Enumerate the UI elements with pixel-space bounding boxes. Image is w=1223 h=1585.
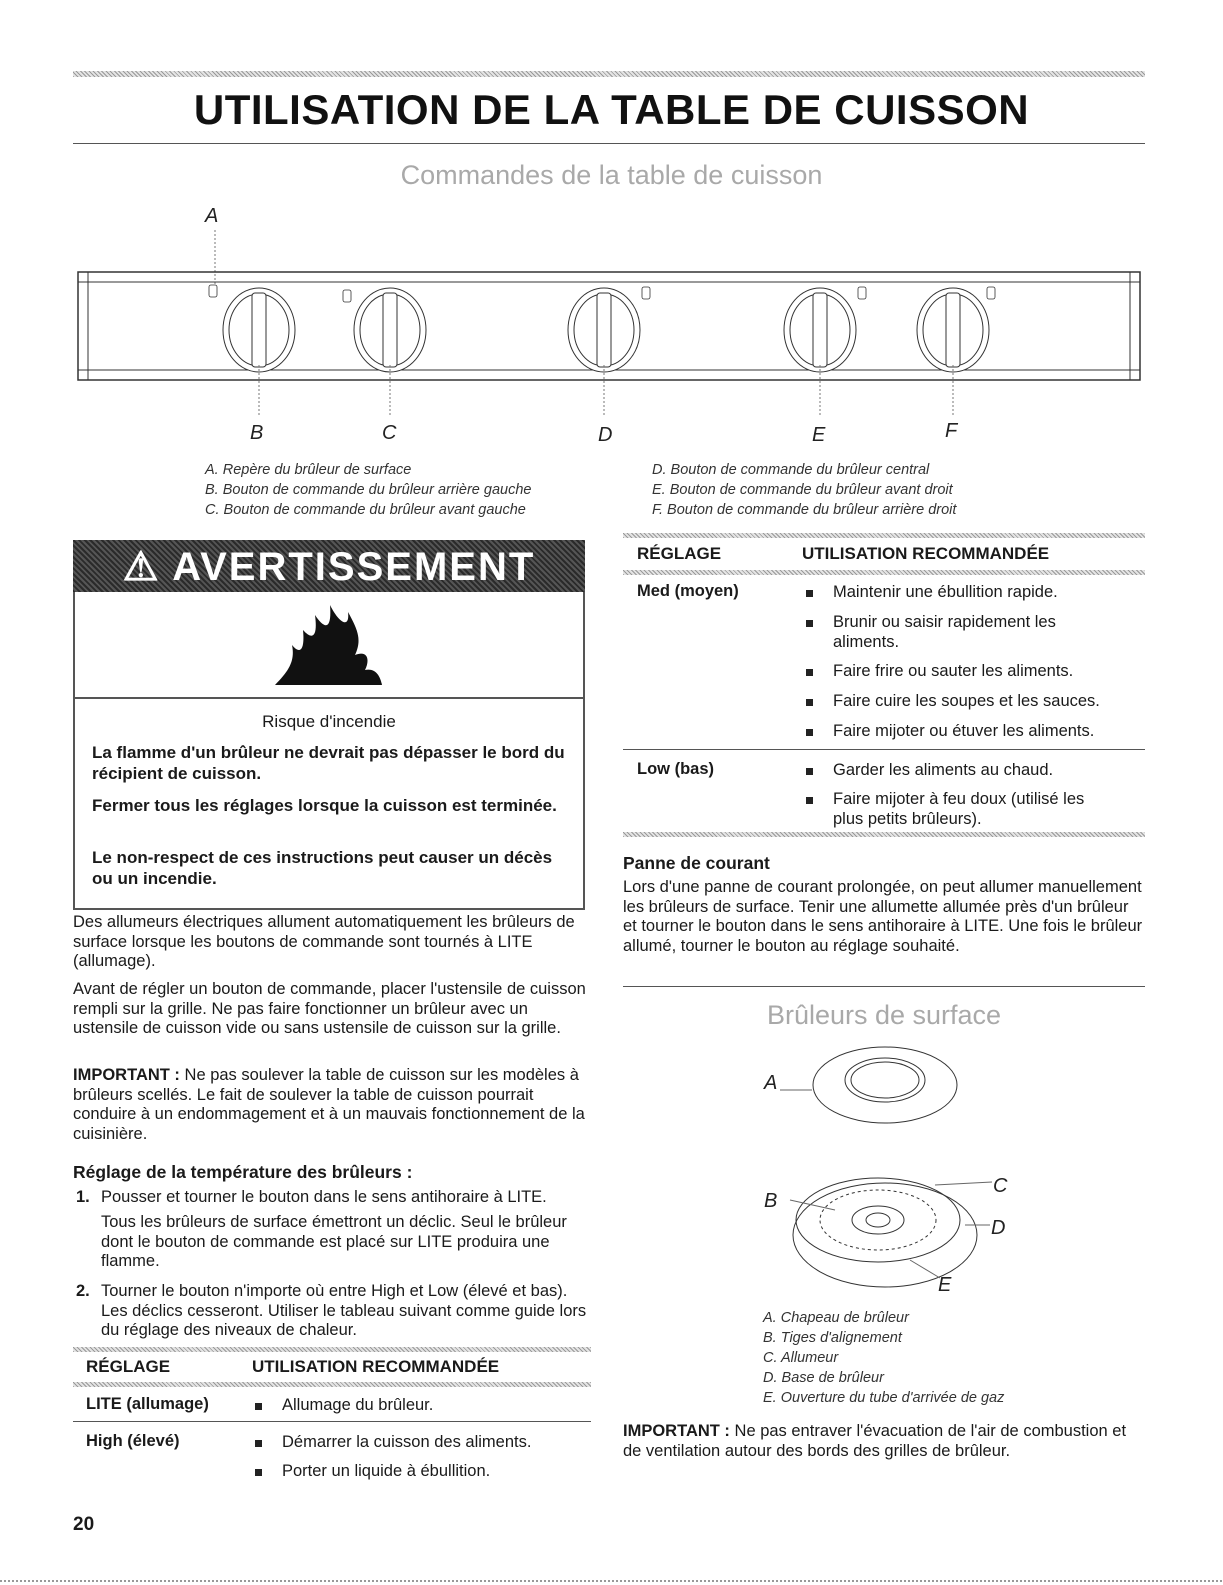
bullet [806,620,813,627]
caption-c: C. Bouton de commande du brûleur avant gauche [205,502,526,518]
warning-para-3: Le non-respect de ces instructions peut causer un décès ou un incendie. [92,848,553,888]
label-e: E [812,424,826,446]
table-left-header-rule [73,1382,591,1387]
important-paragraph [73,1066,588,1144]
burner-diagram [760,1040,1020,1300]
knob-b [209,285,295,372]
table-left-top-rule [73,1347,591,1352]
power-heading: Panne de courant [623,853,770,873]
caption-e: E. Bouton de commande du brûleur avant droit [652,482,953,498]
burner-caption-d: D. Base de brûleur [763,1370,884,1386]
table-right-col-use: UTILISATION RECOMMANDÉE [802,544,1050,563]
burners-important-paragraph [623,1422,1133,1461]
warning-para-2: Fermer tous les réglages lorsque la cuisson est terminée. [92,796,557,815]
burner-label-b: B [764,1190,778,1212]
controls-captions-right [652,460,956,520]
bullet [255,1403,262,1410]
caption-d: D. Bouton de commande du brûleur central [652,462,930,478]
burner-cap [813,1047,957,1123]
warning-header [73,540,585,592]
burners-important-label: IMPORTANT : [623,1422,730,1440]
table-row-use: Allumage du brûleur. [282,1396,434,1414]
step-2-text: Tourner le bouton n'importe où entre High et Low (élevé et bas). Les déclics cesseront. Utiliser le tableau suivant comme guide lors du réglage des niveaux de chaleur. [101,1282,587,1339]
fire-icon [270,600,390,690]
knob-e [784,287,866,372]
table-left-row-rule [73,1421,591,1422]
table-left-col-setting: RÉGLAGE [86,1357,171,1376]
burner-label-c: C [993,1175,1008,1197]
step-1-text: Pousser et tourner le bouton dans le sens antihoraire à LITE. [101,1188,547,1206]
bottom-edge [0,1580,1223,1582]
label-b: B [250,422,264,444]
burners-heading: Brûleurs de surface [766,1000,1002,1030]
warning-label-text: AVERTISSEMENT [172,545,536,589]
burner-caption-b: B. Tiges d'alignement [763,1330,902,1346]
power-paragraph: Lors d'une panne de courant prolongée, on peut allumer manuellement les brûleurs de surface. Tenir une allumette allumée près d'un brûleur et tourner le bouton dans le sens antihoraire à LITE. Une fois le brûleur allumé, tourner le bouton au réglage souhaité. [623,878,1143,955]
table-row-use: Brunir ou saisir rapidement les aliments. [833,613,1056,651]
table-row-setting: High (élevé) [86,1432,180,1450]
label-f: F [945,420,958,442]
step-2-number: 2. [76,1282,90,1300]
temperature-heading: Réglage de la température des brûleurs : [73,1162,413,1182]
important-text: Ne pas soulever la table de cuisson sur les modèles à brûleurs scellés. Le fait de soulever la table de cuisson pourrait conduire à un endommagement et à un mauvais fonctionnement de la cuisinière. [73,1066,585,1143]
title-rule [73,143,1145,144]
burner-captions [763,1308,1004,1408]
table-row-use: Faire cuire les soupes et les sauces. [833,692,1100,710]
burner-caption-a: A. Chapeau de brûleur [763,1310,909,1326]
bullet [806,699,813,706]
table-row-setting: LITE (allumage) [86,1395,209,1413]
warning-para-1: La flamme d'un brûleur ne devrait pas dépasser le bord du récipient de cuisson. [92,743,565,783]
control-panel-diagram [75,225,1145,425]
knob-f [917,287,995,372]
caption-a: A. Repère du brûleur de surface [205,462,412,478]
bullet [255,1440,262,1447]
burner-caption-c: C. Allumeur [763,1350,839,1366]
label-a: A [205,205,219,227]
table-right-bottom-rule [623,832,1145,837]
burner-label-d: D [991,1217,1006,1239]
table-row-setting: Low (bas) [637,760,714,778]
table-right-header-rule [623,570,1145,575]
intro-paragraph: Des allumeurs électriques allument automatiquement les brûleurs de surface lorsque les boutons de commande sont tournés à LITE (allumage). [73,913,575,970]
knob-d [568,287,650,372]
placement-paragraph: Avant de régler un bouton de commande, placer l'ustensile de cuisson rempli sur la grille. Ne pas faire fonctionner un brûleur avec un ustensile de cuisson vide ou sans ustensile de cuisson sur la grille. [73,980,586,1037]
warning-triangle-icon: ⚠ [122,545,161,589]
controls-captions-left [205,460,531,520]
bullet [806,768,813,775]
table-row-setting: Med (moyen) [637,582,739,600]
label-c: C [382,422,397,444]
burner-label-a: A [764,1072,778,1094]
warning-label [73,544,585,590]
risk-title: Risque d'incendie [262,712,396,731]
caption-f: F. Bouton de commande du brûleur arrière droit [652,502,957,518]
table-left-col-use: UTILISATION RECOMMANDÉE [252,1357,500,1376]
table-row-use: Faire mijoter ou étuver les aliments. [833,722,1095,740]
top-hatch-rule [73,71,1145,77]
bullet [806,669,813,676]
label-d: D [598,424,613,446]
table-row-use: Démarrer la cuisson des aliments. [282,1433,532,1451]
table-row-use: Faire frire ou sauter les aliments. [833,662,1074,680]
table-row-use: Maintenir une ébullition rapide. [833,583,1058,601]
table-right-top-rule [623,533,1145,538]
power-rule [623,986,1145,987]
controls-heading: Commandes de la table de cuisson [400,160,823,190]
important-label: IMPORTANT : [73,1066,180,1084]
table-row-use: Garder les aliments au chaud. [833,761,1054,779]
step-1-number: 1. [76,1188,90,1206]
bullet [806,797,813,804]
table-row-use: Faire mijoter à feu doux (utilisé les plus petits brûleurs). [833,790,1085,828]
caption-b: B. Bouton de commande du brûleur arrière gauche [205,482,532,498]
table-right-col-setting: RÉGLAGE [637,544,722,563]
bullet [255,1469,262,1476]
step-1-detail: Tous les brûleurs de surface émettront un déclic. Seul le brûleur dont le bouton de commande est placé sur LITE produira une flamme. [101,1213,567,1270]
bullet [806,729,813,736]
page-number: 20 [73,1514,95,1535]
page-title: UTILISATION DE LA TABLE DE CUISSON [193,86,1030,133]
table-row-use: Porter un liquide à ébullition. [282,1462,491,1480]
knob-c [343,288,426,372]
burner-base [793,1178,977,1287]
table-right-row-rule [623,749,1145,750]
burner-caption-e: E. Ouverture du tube d'arrivée de gaz [763,1390,1005,1406]
burners-important-text: Ne pas entraver l'évacuation de l'air de combustion et de ventilation autour des bords des grilles de brûleur. [623,1422,1127,1460]
burner-label-e: E [938,1274,952,1296]
bullet [806,590,813,597]
